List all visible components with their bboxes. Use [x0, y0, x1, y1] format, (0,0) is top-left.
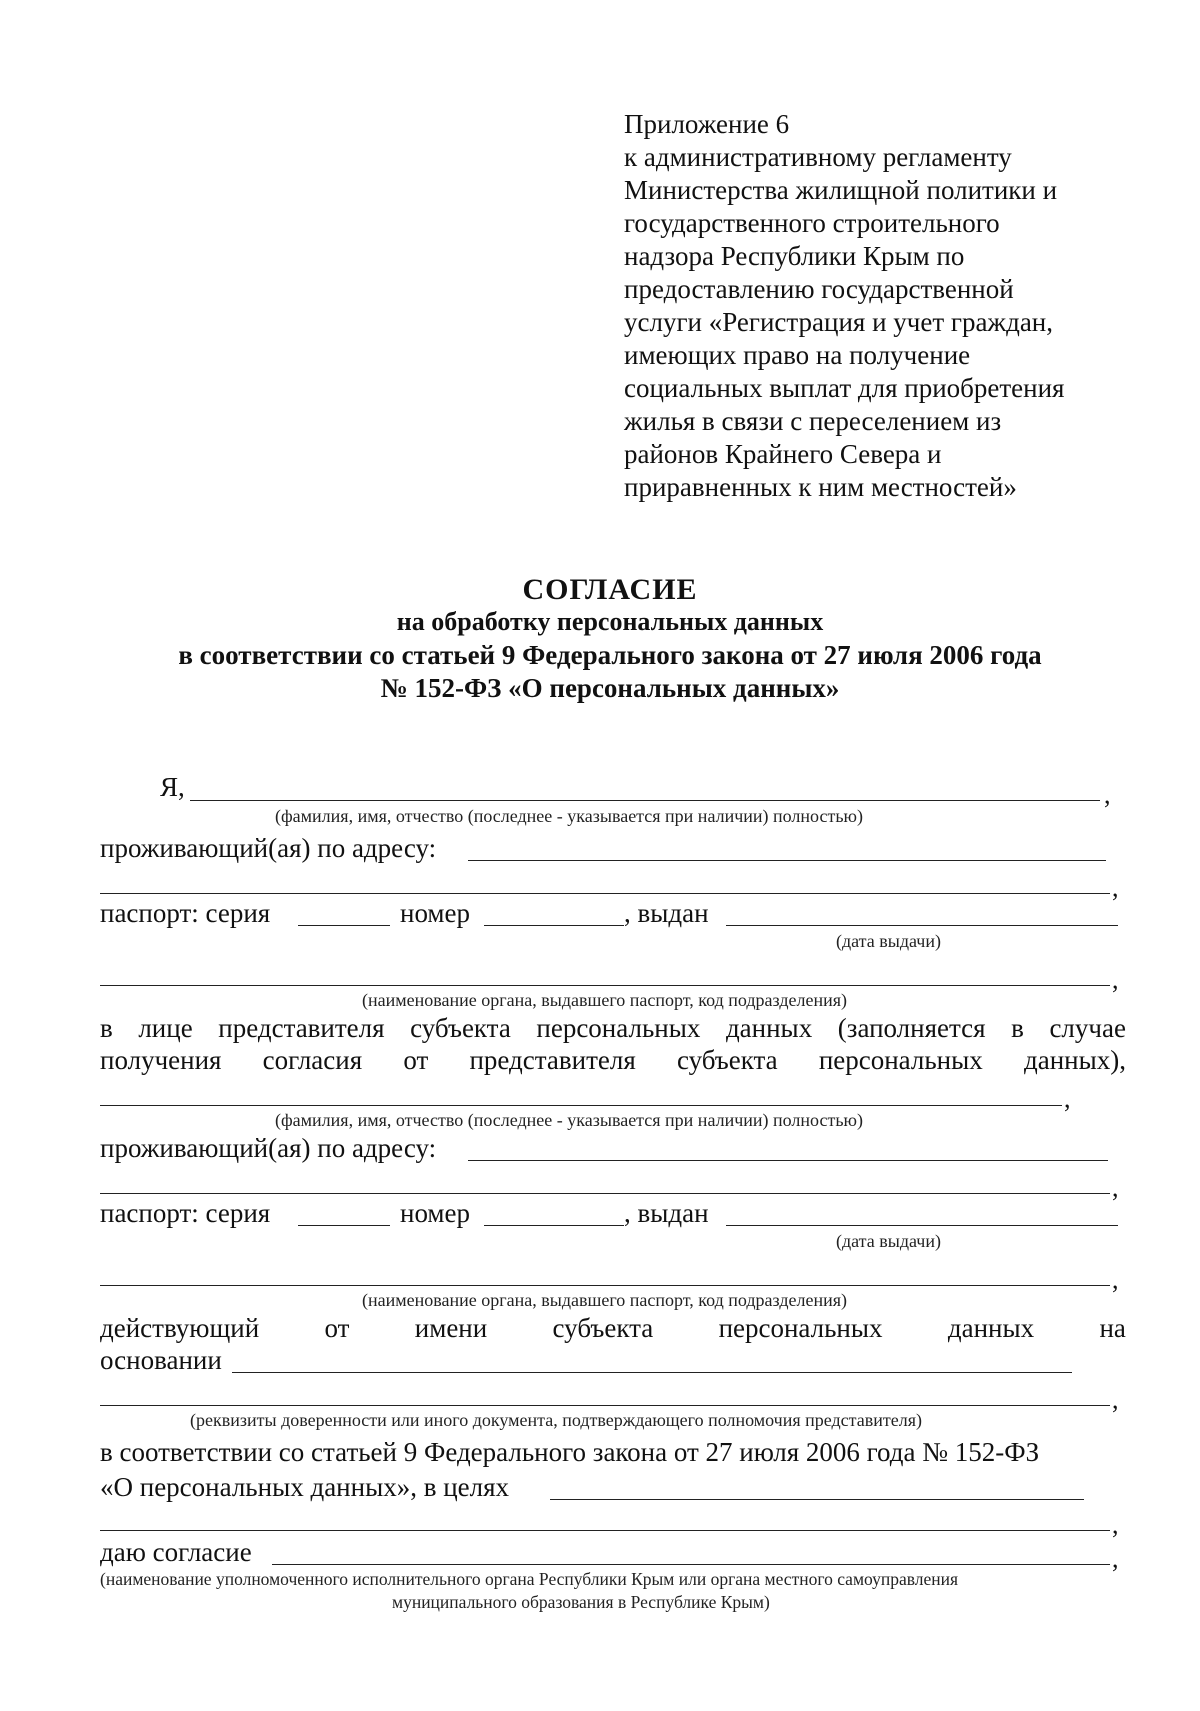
comma: ,	[1112, 1173, 1119, 1202]
word: действующий	[100, 1313, 260, 1343]
appendix-line: социальных выплат для приобретения	[624, 373, 1065, 403]
rep-issuer-caption: (наименование органа, выдавшего паспорт, код подразделения)	[362, 1290, 847, 1310]
subject-address-field[interactable]	[468, 860, 1106, 861]
rep-passport-series-field[interactable]	[298, 1225, 390, 1226]
word: данных	[947, 1313, 1035, 1343]
basis-document-field-2[interactable]	[100, 1405, 1110, 1406]
comma: ,	[1064, 1084, 1071, 1113]
document-subtitle-law: в соответствии со статьей 9 Федерального закона от 27 июля 2006 года	[178, 640, 1042, 670]
word: на	[1099, 1313, 1126, 1343]
rep-passport-issuer-field[interactable]	[100, 1285, 1110, 1286]
purpose-field[interactable]	[550, 1499, 1084, 1500]
rep-issue-date-caption: (дата выдачи)	[836, 1231, 941, 1251]
word: в	[100, 1013, 113, 1043]
subject-fio-field[interactable]	[190, 800, 1100, 801]
ya-label: Я,	[160, 772, 185, 802]
appendix-line: к административному регламенту	[624, 142, 1012, 172]
word: персональных	[536, 1013, 701, 1043]
word: от	[324, 1313, 350, 1343]
appendix-line: приравненных к ним местностей»	[624, 472, 1017, 502]
acting-clause-line	[100, 1313, 1126, 1344]
rep-fio-caption: (фамилия, имя, отчество (последнее - указывается при наличии) полностью)	[275, 1110, 863, 1130]
passport-series-label: паспорт: серия	[100, 898, 271, 928]
word: представителя	[469, 1045, 636, 1075]
representative-clause-line-2	[100, 1045, 1126, 1076]
passport-issued-label: , выдан	[624, 898, 709, 928]
appendix-line: предоставлению государственной	[624, 274, 1014, 304]
representative-address-field-2[interactable]	[100, 1193, 1110, 1194]
basis-document-field[interactable]	[232, 1372, 1072, 1373]
rep-address-label: проживающий(ая) по адресу:	[100, 1133, 437, 1163]
basis-caption: (реквизиты доверенности или иного документа, подтверждающего полномочия представителя)	[190, 1410, 922, 1430]
appendix-line: районов Крайнего Севера и	[624, 439, 942, 469]
word: от	[403, 1045, 429, 1075]
document-subtitle-law-name: № 152-ФЗ «О персональных данных»	[380, 673, 840, 703]
comma: ,	[1112, 1265, 1119, 1294]
authority-caption-2: муниципального образования в Республике Крым)	[392, 1592, 770, 1612]
word: получения	[100, 1045, 222, 1075]
fio-caption: (фамилия, имя, отчество (последнее - указывается при наличии) полностью)	[275, 806, 863, 826]
law-reference-text: в соответствии со статьей 9 Федерального закона от 27 июля 2006 года № 152-ФЗ	[100, 1437, 1040, 1467]
word: случае	[1049, 1013, 1126, 1043]
word: данных),	[1023, 1045, 1126, 1075]
word: имени	[414, 1313, 488, 1343]
word: лице	[138, 1013, 193, 1043]
basis-label: основании	[100, 1345, 222, 1375]
rep-passport-number-label: номер	[400, 1198, 471, 1228]
word: согласия	[262, 1045, 363, 1075]
appendix-line: жилья в связи с переселением из	[624, 406, 1002, 436]
appendix-line: государственного строительного	[624, 208, 1000, 238]
passport-number-field[interactable]	[484, 925, 624, 926]
representative-fio-field[interactable]	[100, 1105, 1062, 1106]
word: персональных	[718, 1313, 883, 1343]
authority-caption: (наименование уполномоченного исполнительного органа Республики Крым или органа местного самоуправления	[100, 1569, 959, 1589]
word: персональных	[818, 1045, 983, 1075]
word: субъекта	[676, 1045, 778, 1075]
comma: ,	[1112, 1544, 1119, 1573]
representative-clause-line-1	[100, 1013, 1126, 1044]
word: данных	[725, 1013, 813, 1043]
appendix-line: имеющих право на получение	[624, 340, 971, 370]
comma: ,	[1104, 780, 1111, 809]
purpose-field-2[interactable]	[100, 1530, 1110, 1531]
consent-label: даю согласие	[100, 1537, 252, 1567]
word: (заполняется	[837, 1013, 986, 1043]
passport-series-field[interactable]	[298, 925, 390, 926]
passport-issue-date-field[interactable]	[726, 925, 1118, 926]
address-label: проживающий(ая) по адресу:	[100, 833, 437, 863]
passport-issuer-field[interactable]	[100, 985, 1110, 986]
issuer-caption: (наименование органа, выдавшего паспорт, код подразделения)	[362, 990, 847, 1010]
authority-field[interactable]	[272, 1564, 1110, 1565]
appendix-line: Министерства жилищной политики и	[624, 175, 1058, 205]
word: субъекта	[410, 1013, 511, 1043]
passport-number-label: номер	[400, 898, 471, 928]
rep-passport-number-field[interactable]	[484, 1225, 624, 1226]
purpose-label: «О персональных данных», в целях	[100, 1472, 510, 1502]
rep-passport-issued-label: , выдан	[624, 1198, 709, 1228]
word: субъекта	[552, 1313, 654, 1343]
issue-date-caption: (дата выдачи)	[836, 931, 941, 951]
comma: ,	[1112, 1510, 1119, 1539]
comma: ,	[1112, 873, 1119, 902]
appendix-line: услуги «Регистрация и учет граждан,	[624, 307, 1054, 337]
document-subtitle: на обработку персональных данных	[396, 607, 824, 636]
word: представителя	[218, 1013, 385, 1043]
rep-passport-issue-date-field[interactable]	[726, 1225, 1118, 1226]
word: в	[1011, 1013, 1024, 1043]
document-title: СОГЛАСИЕ	[522, 573, 698, 606]
appendix-line: надзора Республики Крым по	[624, 241, 965, 271]
appendix-line: Приложение 6	[624, 109, 790, 139]
appendix-reference	[624, 108, 1144, 504]
comma: ,	[1112, 965, 1119, 994]
rep-passport-series-label: паспорт: серия	[100, 1198, 271, 1228]
subject-address-field-2[interactable]	[100, 893, 1110, 894]
comma: ,	[1112, 1385, 1119, 1414]
representative-address-field[interactable]	[468, 1160, 1108, 1161]
